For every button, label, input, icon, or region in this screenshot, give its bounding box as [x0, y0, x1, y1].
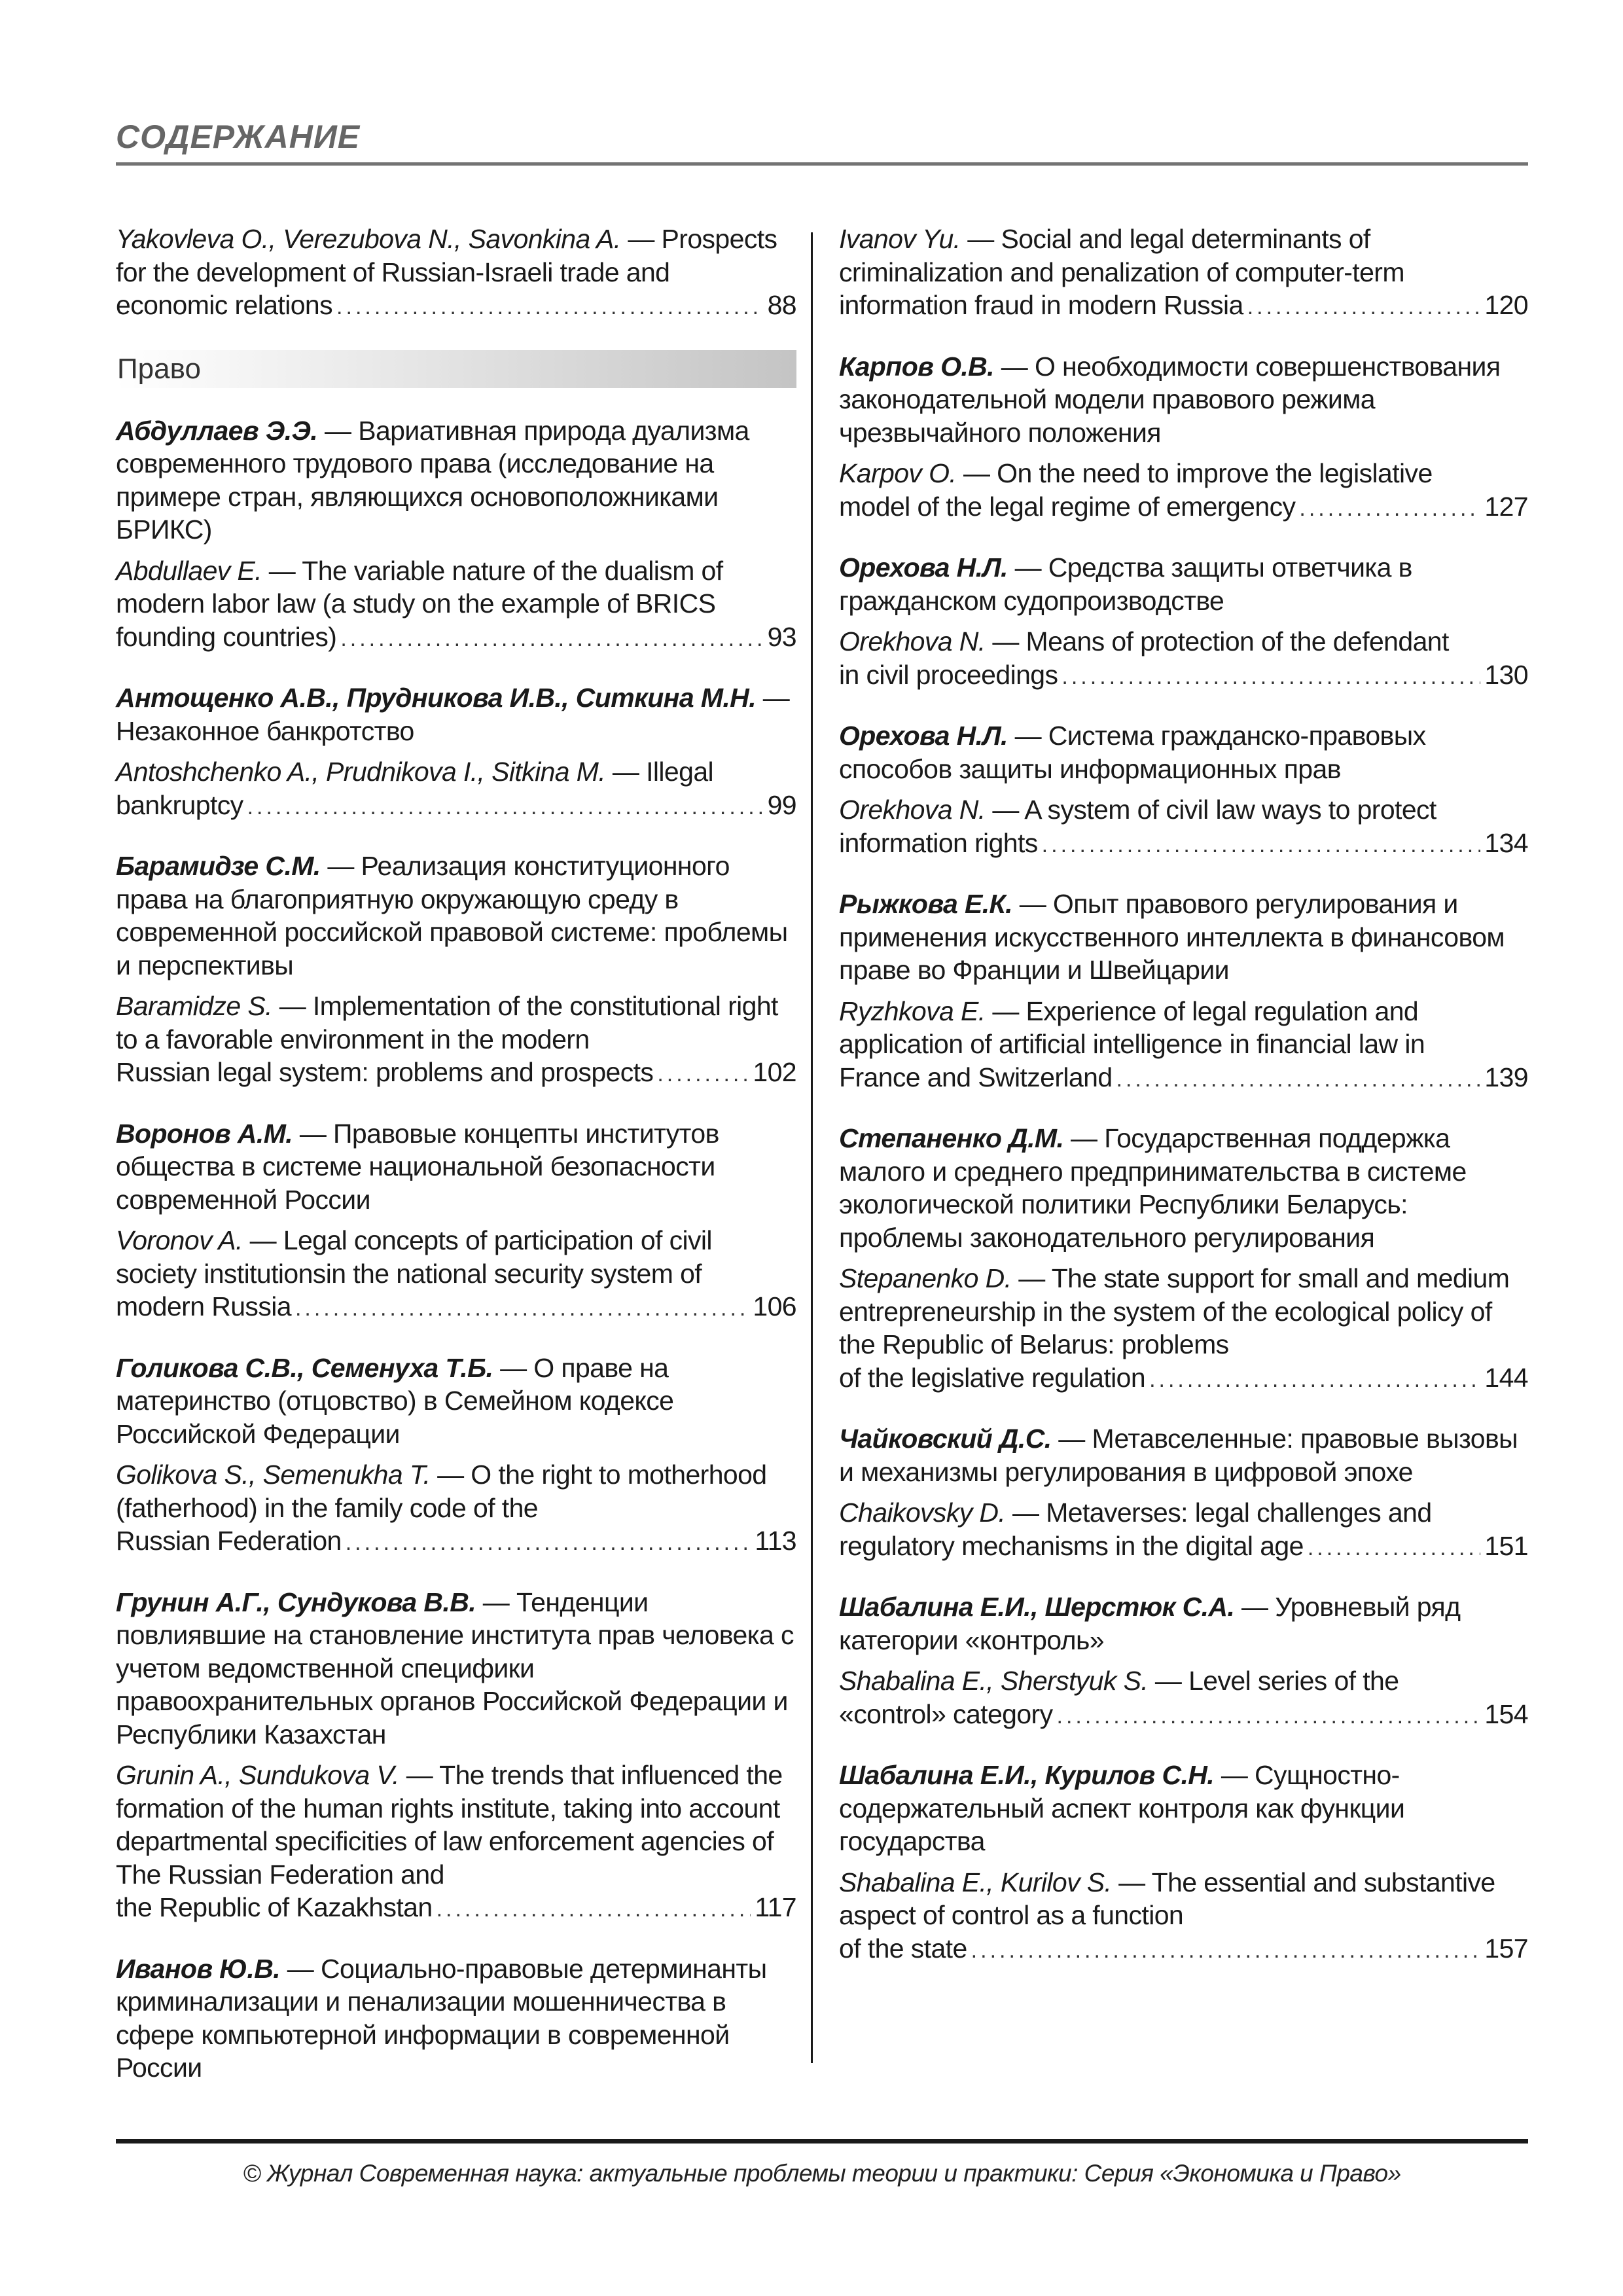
- entry-russian: [839, 888, 1528, 987]
- toc-entry[interactable]: [116, 414, 796, 656]
- page-number[interactable]: 117: [755, 1892, 796, 1922]
- entry-title-end: information fraud in modern Russia: [839, 290, 1243, 320]
- footer-rule: [116, 2139, 1528, 2144]
- entry-title: — The trends that influenced the formation of the human rights institute, taking into account departmental specificities of law enforcement agencies of The Russian Federation and: [116, 1760, 783, 1890]
- dot-leader: [1308, 1532, 1481, 1565]
- entry-title: — On the need to improve the legislative: [956, 458, 1433, 488]
- page-number[interactable]: 127: [1484, 491, 1528, 522]
- entry-russian: [839, 1422, 1528, 1488]
- entry-russian: [116, 1952, 796, 2085]
- toc-entry[interactable]: [116, 1952, 796, 2085]
- entry-title: — Level series of the: [1148, 1666, 1399, 1696]
- entry-english: [839, 1664, 1528, 1698]
- toc-entry[interactable]: [839, 350, 1528, 526]
- right-column: [839, 223, 1528, 1993]
- toc-line: [116, 1891, 796, 1926]
- column-divider: [811, 232, 813, 2063]
- entry-title: — The essential and substantive aspect of control as a function: [839, 1867, 1495, 1930]
- toc-line: [839, 1061, 1528, 1096]
- toc-line: [839, 827, 1528, 862]
- entry-title: — Метавселенные: правовые вызовы и механизмы регулирования в цифровой эпохе: [839, 1424, 1518, 1487]
- entry-english: [839, 625, 1528, 658]
- dot-leader: [340, 622, 763, 656]
- entry-english: [116, 1458, 796, 1524]
- page-number[interactable]: 88: [767, 290, 796, 320]
- entry-author: Голикова С.В., Семенуха Т.Б.: [116, 1352, 493, 1383]
- page-number[interactable]: 102: [753, 1057, 796, 1087]
- entry-title: — Social and legal determinants of criminalization and penalization of computer-term: [839, 224, 1404, 287]
- dot-leader: [657, 1058, 749, 1091]
- entry-title-end: regulatory mechanisms in the digital age: [839, 1530, 1304, 1561]
- dot-leader: [247, 791, 764, 824]
- entry-title: — Государственная поддержка малого и среднего предпринимательства в системе экологической политики Республики Беларусь: проблемы законодательного регулирования: [839, 1123, 1467, 1253]
- entry-author: Grunin A., Sundukova V.: [116, 1760, 399, 1790]
- entry-russian: [116, 850, 796, 982]
- entry-english: [116, 1224, 796, 1290]
- title-rule: [116, 162, 1528, 166]
- entry-russian: [839, 1122, 1528, 1254]
- entry-title-end: France and Switzerland: [839, 1062, 1113, 1092]
- entry-title: — Implementation of the constitutional right to a favorable environment in the modern: [116, 991, 778, 1054]
- dot-leader: [1061, 660, 1480, 694]
- dot-leader: [971, 1934, 1481, 1967]
- dot-leader: [1299, 492, 1480, 526]
- entry-author: Антощенко А.В., Прудникова И.В., Ситкина М.Н.: [116, 683, 756, 713]
- entry-english: [839, 223, 1528, 289]
- toc-line: [839, 1361, 1528, 1397]
- entry-author: Абдуллаев Э.Э.: [116, 415, 318, 446]
- entry-title: — Система гражданско-правовых способов защиты информационных прав: [839, 721, 1426, 784]
- entry-title: — The state support for small and medium entrepreneurship in the system of the ecological policy of the Republic of Belarus: problems: [839, 1263, 1510, 1359]
- page-number[interactable]: 157: [1484, 1933, 1528, 1964]
- entry-title: — The variable nature of the dualism of modern labor law (a study on the example of BRICS: [116, 555, 723, 619]
- entry-title: — Незаконное банкротство: [116, 683, 790, 746]
- entry-author: Chaikovsky D.: [839, 1498, 1006, 1528]
- entry-title-end: bankruptcy: [116, 789, 243, 820]
- left-column: [116, 223, 796, 2111]
- toc-entry[interactable]: [116, 223, 796, 324]
- entry-title-end: founding countries): [116, 621, 337, 652]
- entry-title-end: «control» category: [839, 1698, 1053, 1729]
- toc-entry[interactable]: [839, 223, 1528, 324]
- entry-title: — A system of civil law ways to protect: [985, 795, 1436, 825]
- entry-english: [839, 1262, 1528, 1361]
- entry-russian: [116, 1352, 796, 1451]
- toc-line: [116, 1290, 796, 1325]
- entry-english: [839, 1866, 1528, 1932]
- entry-english: [839, 793, 1528, 827]
- toc-line: [116, 1056, 796, 1091]
- entry-author: Карпов О.В.: [839, 351, 994, 382]
- toc-entry[interactable]: [116, 1586, 796, 1926]
- entry-author: Stepanenko D.: [839, 1263, 1012, 1293]
- toc-line: [839, 289, 1528, 324]
- entry-english: [839, 1496, 1528, 1530]
- toc-entry[interactable]: [839, 888, 1528, 1096]
- page-number[interactable]: 106: [753, 1291, 796, 1321]
- toc-line: [839, 490, 1528, 526]
- entry-english: [116, 223, 796, 289]
- page-number[interactable]: 139: [1484, 1062, 1528, 1092]
- entry-english: [839, 457, 1528, 490]
- dot-leader: [1042, 829, 1481, 862]
- entry-author: Shabalina E., Sherstyuk S.: [839, 1666, 1149, 1696]
- toc-entry[interactable]: [839, 1422, 1528, 1564]
- entry-title: — О праве на материнство (отцовство) в Семейном кодексе Российской Федерации: [116, 1352, 674, 1449]
- entry-russian: [116, 1117, 796, 1217]
- page-number[interactable]: 144: [1484, 1362, 1528, 1393]
- entry-author: Shabalina E., Kurilov S.: [839, 1867, 1112, 1897]
- toc-entry[interactable]: [839, 1590, 1528, 1732]
- dot-leader: [1057, 1700, 1481, 1733]
- entry-russian: [116, 414, 796, 547]
- toc-line: [839, 658, 1528, 694]
- entry-russian: [839, 350, 1528, 450]
- entry-author: Шабалина Е.И., Шерстюк С.А.: [839, 1592, 1235, 1622]
- toc-line: [116, 289, 796, 324]
- toc-line: [839, 1530, 1528, 1565]
- toc-entry[interactable]: [116, 681, 796, 823]
- entry-author: Орехова Н.Л.: [839, 721, 1008, 751]
- entry-title: — Illegal: [605, 757, 714, 787]
- page-number[interactable]: 154: [1484, 1698, 1528, 1729]
- entry-title: — Legal concepts of participation of civil society institutionsin the national security system of: [116, 1225, 712, 1289]
- dot-leader: [336, 291, 764, 324]
- entry-russian: [839, 719, 1528, 785]
- entry-author: Чайковский Д.С.: [839, 1424, 1052, 1454]
- dot-leader: [1247, 291, 1481, 324]
- entry-author: Иванов Ю.В.: [116, 1953, 280, 1984]
- entry-author: Orekhova N.: [839, 795, 986, 825]
- entry-title-end: economic relations: [116, 290, 333, 320]
- entry-english: [116, 990, 796, 1056]
- entry-author: Voronov A.: [116, 1225, 243, 1255]
- page-number[interactable]: 99: [767, 789, 796, 820]
- entry-author: Грунин А.Г., Сундукова В.В.: [116, 1587, 476, 1617]
- toc-entry[interactable]: [839, 719, 1528, 861]
- entry-author: Yakovleva O., Verezubova N., Savonkina A.: [116, 224, 621, 254]
- toc-line: [116, 789, 796, 824]
- toc-line: [839, 1698, 1528, 1733]
- entry-title: — Средства защиты ответчика в гражданском судопроизводстве: [839, 552, 1412, 616]
- toc-entry[interactable]: [839, 1122, 1528, 1396]
- entry-title: — Правовые концепты институтов общества в системе национальной безопасности современной России: [116, 1118, 719, 1215]
- entry-title-end: information rights: [839, 827, 1038, 858]
- entry-author: Шабалина Е.И., Курилов С.Н.: [839, 1760, 1215, 1790]
- dot-leader: [1116, 1063, 1481, 1096]
- entry-title: — Сущностно-содержательный аспект контроля как функции государства: [839, 1760, 1405, 1856]
- entry-title-end: of the state: [839, 1933, 967, 1964]
- entry-title: — Metaverses: legal challenges and: [1005, 1498, 1432, 1528]
- entry-author: Воронов А.М.: [116, 1118, 293, 1149]
- page-number[interactable]: 120: [1484, 290, 1528, 320]
- entry-title: — Experience of legal regulation and application of artificial intelligence in financial law in: [839, 996, 1425, 1059]
- entry-author: Орехова Н.Л.: [839, 552, 1008, 583]
- entry-english: [116, 554, 796, 620]
- entry-russian: [116, 1586, 796, 1751]
- toc-entry[interactable]: [116, 850, 796, 1091]
- journal-footer: © Журнал Современная наука: актуальные проблемы теории и практики: Серия «Экономика и Право»: [243, 2160, 1401, 2187]
- dot-leader: [295, 1292, 749, 1325]
- page-title: СОДЕРЖАНИЕ: [116, 118, 361, 155]
- entry-english: [116, 755, 796, 789]
- dot-leader: [437, 1893, 751, 1926]
- entry-title-end: modern Russia: [116, 1291, 291, 1321]
- entry-title: — Реализация конституционного права на благоприятную окружающую среду в современной российской правовой системе: проблемы и перспективы: [116, 851, 788, 980]
- dot-leader: [346, 1526, 751, 1560]
- entry-title-end: model of the legal regime of emergency: [839, 491, 1296, 522]
- toc-entry[interactable]: [116, 1352, 796, 1560]
- entry-title: — Вариативная природа дуализма современного трудового права (исследование на примере стран, являющихся основоположниками БРИКС): [116, 415, 749, 545]
- entry-title-end: of the legislative regulation: [839, 1362, 1146, 1393]
- section-header-law: Право: [116, 350, 796, 388]
- entry-russian: [839, 1759, 1528, 1858]
- entry-title: — Уровневый ряд категории «контроль»: [839, 1592, 1461, 1655]
- toc-line: [116, 1524, 796, 1560]
- entry-author: Ivanov Yu.: [839, 224, 961, 254]
- entry-author: Степаненко Д.М.: [839, 1123, 1064, 1153]
- entry-title: — Means of protection of the defendant: [985, 626, 1449, 656]
- entry-title-end: Russian legal system: problems and prospects: [116, 1057, 654, 1087]
- toc-entry[interactable]: [839, 551, 1528, 693]
- entry-title-end: Russian Federation: [116, 1526, 342, 1556]
- toc-entry[interactable]: [116, 1117, 796, 1325]
- page-number[interactable]: 130: [1484, 659, 1528, 690]
- entry-title-end: the Republic of Kazakhstan: [116, 1892, 433, 1922]
- entry-russian: [116, 681, 796, 747]
- entry-title: — O the right to motherhood (fatherhood) in the family code of the: [116, 1460, 767, 1523]
- entry-russian: [839, 551, 1528, 617]
- entry-author: Orekhova N.: [839, 626, 986, 656]
- entry-author: Karpov O.: [839, 458, 957, 488]
- entry-english: [839, 995, 1528, 1061]
- toc-line: [116, 620, 796, 656]
- entry-author: Рыжкова Е.К.: [839, 889, 1012, 919]
- entry-author: Baramidze S.: [116, 991, 272, 1021]
- entry-title-end: in civil proceedings: [839, 659, 1058, 690]
- entry-author: Abdullaev E.: [116, 555, 262, 586]
- page-number[interactable]: 93: [767, 621, 796, 652]
- toc-entry[interactable]: [839, 1759, 1528, 1967]
- entry-title: — Социально-правовые детерминанты криминализации и пенализации мошенничества в сфере компьютерной информации в современной России: [116, 1953, 767, 2083]
- entry-author: Ryzhkova E.: [839, 996, 986, 1026]
- entry-title: — Тенденции повлиявшие на становление института прав человека с учетом ведомственной специфики правоохранительных органов Российской Федерации и Республики Казахстан: [116, 1587, 794, 1749]
- entry-title: — Опыт правового регулирования и применения искусственного интеллекта в финансовом праве во Франции и Швейцарии: [839, 889, 1505, 985]
- entry-english: [116, 1759, 796, 1891]
- entry-title: — Prospects for the development of Russian-Israeli trade and: [116, 224, 777, 287]
- entry-author: Antoshchenko A., Prudnikova I., Sitkina M.: [116, 757, 606, 787]
- dot-leader: [1149, 1363, 1480, 1397]
- entry-author: Барамидзе С.М.: [116, 851, 321, 881]
- entry-russian: [839, 1590, 1528, 1657]
- toc-line: [839, 1932, 1528, 1967]
- entry-author: Golikova S., Semenukha T.: [116, 1460, 431, 1490]
- page-number[interactable]: 113: [755, 1526, 796, 1556]
- page-number[interactable]: 151: [1484, 1530, 1528, 1561]
- page-number[interactable]: 134: [1484, 827, 1528, 858]
- entry-title: — О необходимости совершенствования законодательной модели правового режима чрезвычайного положения: [839, 351, 1501, 448]
